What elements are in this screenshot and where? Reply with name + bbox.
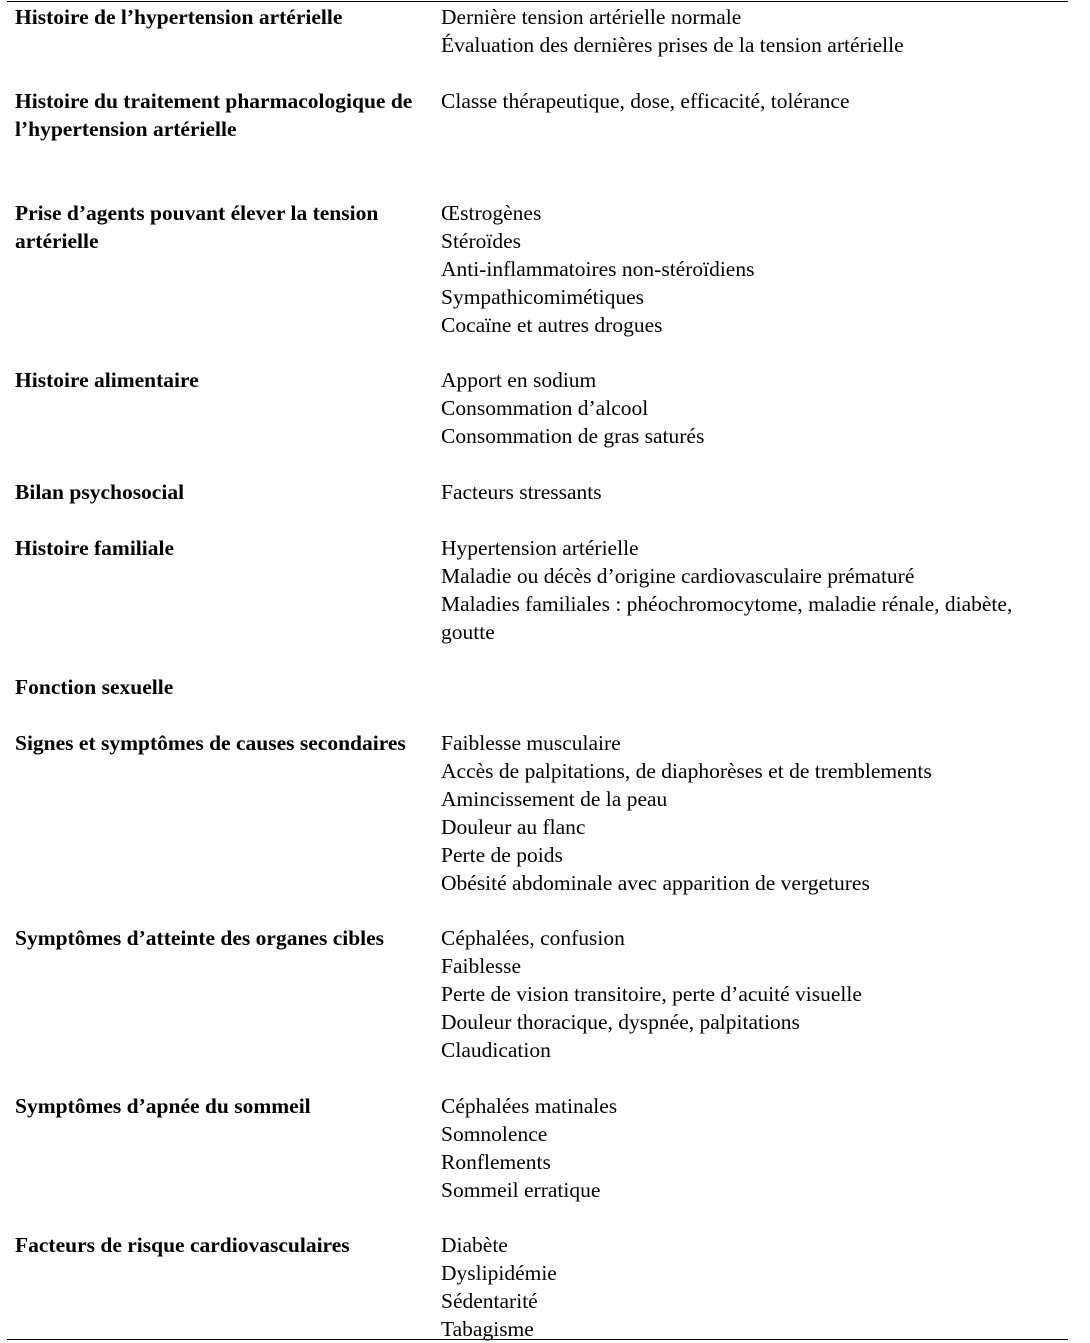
row-item: Évaluation des dernières prises de la tension artérielle [441, 33, 904, 57]
row-items [441, 1231, 1041, 1343]
row-item: Douleur thoracique, dyspnée, palpitations [441, 1010, 800, 1034]
row-item: Maladie ou décès d’origine cardiovasculaire prématuré [441, 564, 915, 588]
row-item: Maladies familiales : phéochromocytome, maladie rénale, diabète, goutte [441, 592, 1013, 644]
row-item: Œstrogènes [441, 201, 542, 225]
row-item: Stéroïdes [441, 229, 522, 253]
row-item: Ronflements [441, 1150, 551, 1174]
row-label: Symptômes d’apnée du sommeil [15, 1094, 311, 1118]
row-label: Histoire familiale [15, 536, 175, 560]
row-items [441, 87, 1041, 115]
row-item: Somnolence [441, 1122, 548, 1146]
row-item: Dernière tension artérielle normale [441, 5, 742, 29]
row-item: Perte de poids [441, 843, 563, 867]
row-item: Sympathicomimétiques [441, 285, 645, 309]
table-bottom-rule [7, 1339, 1068, 1340]
row-item: Douleur au flanc [441, 815, 586, 839]
row-item: Faiblesse musculaire [441, 731, 621, 755]
row-item: Perte de vision transitoire, perte d’acuité visuelle [441, 982, 862, 1006]
row-item: Apport en sodium [441, 368, 597, 392]
row-label: Histoire alimentaire [15, 368, 199, 392]
row-label: Signes et symptômes de causes secondaires [15, 731, 406, 755]
row-item: Amincissement de la peau [441, 787, 668, 811]
row-item: Consommation de gras saturés [441, 424, 705, 448]
row-label: Fonction sexuelle [15, 675, 174, 699]
row-item: Dyslipidémie [441, 1261, 557, 1285]
row-label: Facteurs de risque cardiovasculaires [15, 1233, 350, 1257]
row-items [441, 478, 1041, 506]
row-label: Symptômes d’atteinte des organes cibles [15, 926, 385, 950]
row-items [441, 366, 1041, 450]
row-item: Céphalées matinales [441, 1094, 618, 1118]
row-label: Bilan psychosocial [15, 480, 185, 504]
table-top-rule [7, 1, 1068, 2]
row-item: Facteurs stressants [441, 480, 602, 504]
row-item: Hypertension artérielle [441, 536, 639, 560]
row-item: Faiblesse [441, 954, 522, 978]
row-item: Sédentarité [441, 1289, 538, 1313]
row-items [441, 3, 1041, 59]
row-items [441, 729, 1041, 897]
row-items [441, 534, 1041, 646]
row-item: Obésité abdominale avec apparition de vergetures [441, 871, 870, 895]
row-item: Diabète [441, 1233, 508, 1257]
row-item: Claudication [441, 1038, 551, 1062]
row-item: Sommeil erratique [441, 1178, 601, 1202]
row-item: Anti-inflammatoires non-stéroïdiens [441, 257, 755, 281]
row-item: Accès de palpitations, de diaphorèses et de tremblements [441, 759, 932, 783]
row-label: Prise d’agents pouvant élever la tension artérielle [15, 201, 379, 253]
row-label: Histoire du traitement pharmacologique de l’hypertension artérielle [15, 89, 413, 141]
row-item: Consommation d’alcool [441, 396, 649, 420]
row-items [441, 924, 1041, 1064]
row-item: Céphalées, confusion [441, 926, 625, 950]
row-items [441, 1092, 1041, 1204]
row-item: Cocaïne et autres drogues [441, 313, 663, 337]
row-label: Histoire de l’hypertension artérielle [15, 5, 343, 29]
row-item: Classe thérapeutique, dose, efficacité, tolérance [441, 89, 850, 113]
row-items [441, 199, 1041, 339]
row-item: Tabagisme [441, 1317, 534, 1341]
